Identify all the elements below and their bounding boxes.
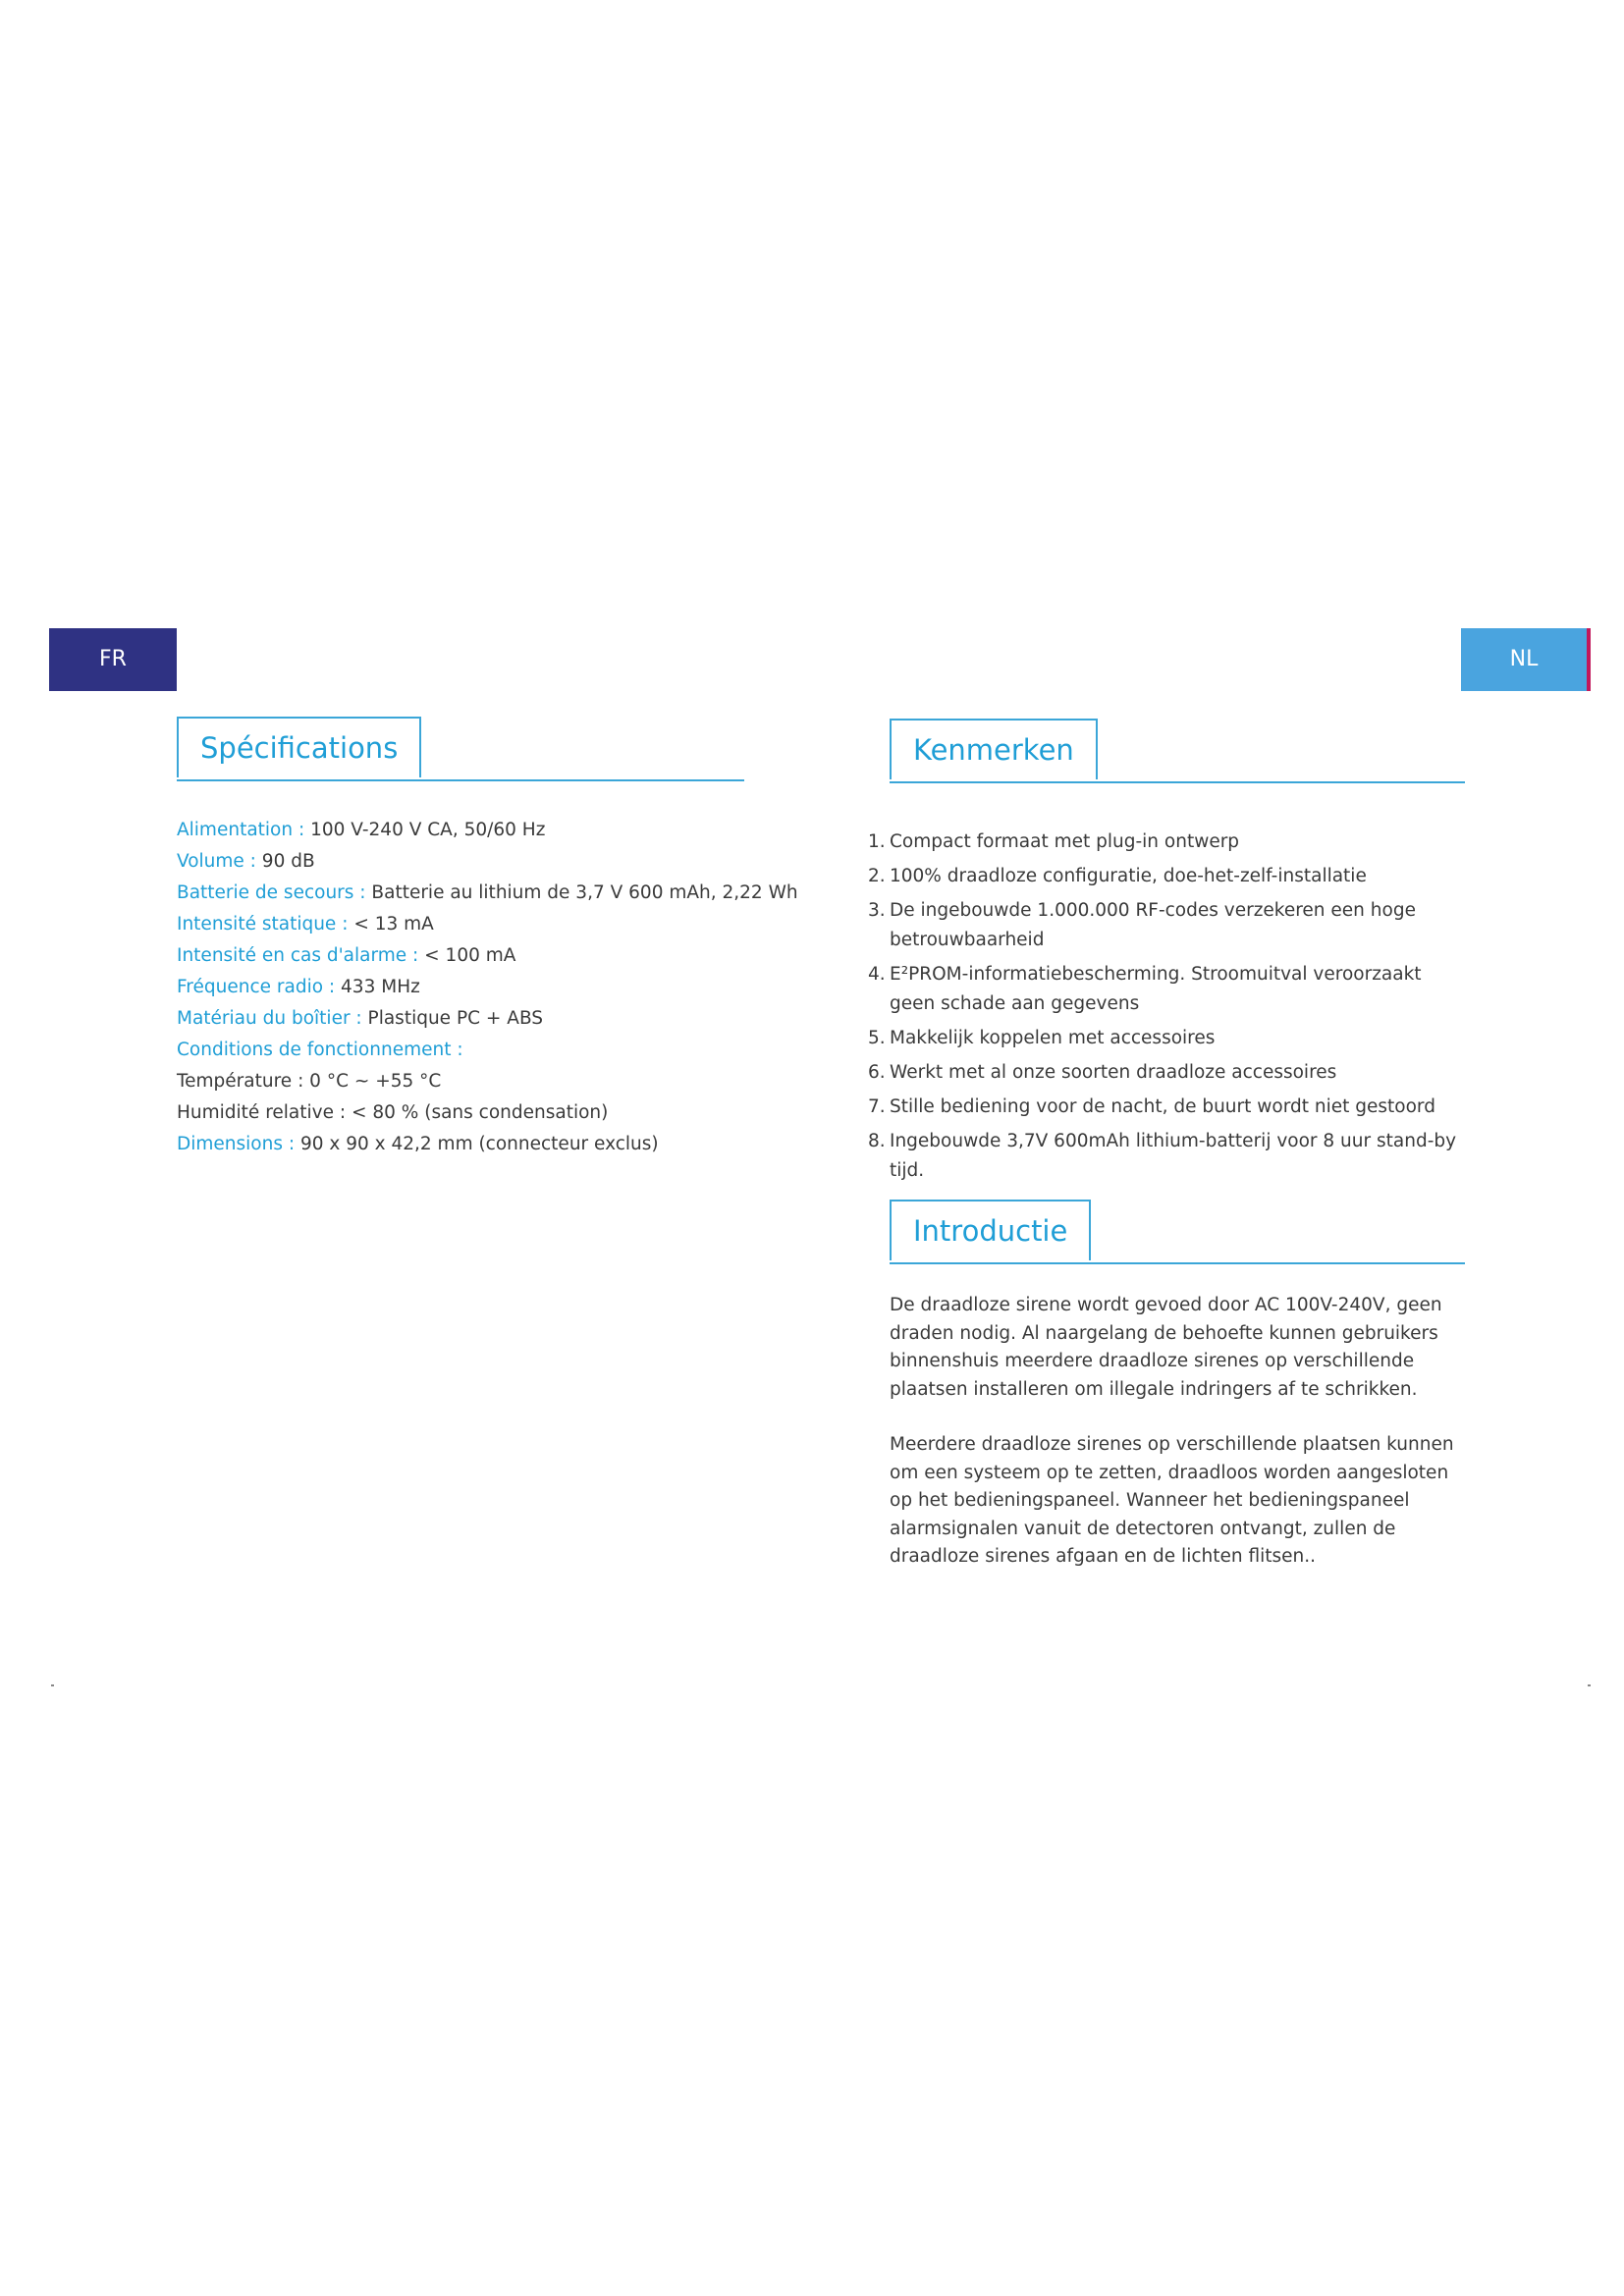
language-tab-fr: FR: [49, 628, 177, 691]
intro-paragraph: Meerdere draadloze sirenes op verschillende plaatsen kunnen om een systeem op te zetten, draadloos worden aangesloten op het bedieningspaneel. Wanneer het bedieningspaneel alarmsignalen vanuit de detectoren ontvangt, zullen de draadloze sirenes afgaan en de lichten flitsen..: [890, 1434, 1454, 1567]
spec-label: Volume :: [177, 851, 256, 872]
spec-value: Humidité relative : < 80 % (sans condensation): [177, 1102, 609, 1123]
feature-item: [868, 1024, 1465, 1053]
spec-value: Batterie au lithium de 3,7 V 600 mAh, 2,22 Wh: [365, 882, 798, 903]
feature-number: 3.: [868, 900, 886, 921]
feature-item: [868, 960, 1465, 1019]
feature-number: 7.: [868, 1096, 886, 1117]
spec-label: Matériau du boîtier :: [177, 1008, 362, 1029]
heading-divider: [890, 1262, 1465, 1264]
spec-label: Batterie de secours :: [177, 882, 366, 903]
spec-label: Alimentation :: [177, 820, 305, 840]
heading-divider: [177, 779, 744, 781]
spec-row: [177, 909, 766, 940]
page-mark-left: [51, 1684, 54, 1686]
spec-row: [177, 1035, 766, 1066]
intro-heading: Introductie: [890, 1200, 1091, 1260]
spec-row: [177, 846, 766, 878]
feature-item: [868, 896, 1465, 955]
feature-item: [868, 828, 1465, 857]
spec-value: Plastique PC + ABS: [361, 1008, 544, 1029]
specifications-list: [177, 815, 798, 1160]
spec-label: Intensité statique :: [177, 914, 349, 934]
spec-label: Intensité en cas d'alarme :: [177, 945, 419, 966]
spec-row: [177, 1129, 766, 1160]
feature-number: 1.: [868, 831, 886, 852]
features-heading-block: [890, 719, 1465, 783]
feature-text: Makkelijk koppelen met accessoires: [890, 1028, 1216, 1048]
feature-item: [868, 862, 1465, 891]
spec-row: [177, 940, 766, 972]
spec-row: [177, 815, 766, 846]
feature-text: De ingebouwde 1.000.000 RF-codes verzekeren een hoge betrouwbaarheid: [890, 900, 1416, 950]
spec-value: < 13 mA: [348, 914, 434, 934]
specifications-heading-block: [177, 717, 744, 781]
spec-row: [177, 1003, 766, 1035]
feature-text: Stille bediening voor de nacht, de buurt wordt niet gestoord: [890, 1096, 1435, 1117]
feature-number: 2.: [868, 866, 886, 886]
specifications-heading: Spécifications: [177, 717, 421, 777]
spec-label: Conditions de fonctionnement :: [177, 1040, 463, 1060]
spec-value: 90 dB: [255, 851, 315, 872]
feature-item: [868, 1127, 1465, 1186]
spec-label: Fréquence radio :: [177, 977, 336, 997]
heading-divider: [890, 781, 1465, 783]
page-mark-right: [1588, 1684, 1591, 1686]
feature-number: 4.: [868, 964, 886, 985]
spec-value: 90 x 90 x 42,2 mm (connecteur exclus): [295, 1134, 659, 1154]
feature-item: [868, 1058, 1465, 1088]
spec-value: Température : 0 °C ~ +55 °C: [177, 1071, 442, 1092]
intro-paragraph: De draadloze sirene wordt gevoed door AC 100V-240V, geen draden nodig. Al naargelang de behoefte kunnen gebruikers binnenshuis meerdere draadloze sirenes op verschillende plaatsen installeren om illegale indringers af te schrikken.: [890, 1295, 1442, 1400]
features-heading: Kenmerken: [890, 719, 1098, 779]
spec-value: < 100 mA: [418, 945, 516, 966]
feature-text: E²PROM-informatiebescherming. Stroomuitval veroorzaakt geen schade aan gegevens: [890, 964, 1422, 1014]
language-tab-nl: NL: [1461, 628, 1591, 691]
feature-text: Werkt met al onze soorten draadloze accessoires: [890, 1062, 1337, 1083]
features-list: [868, 828, 1465, 1191]
intro-heading-block: [890, 1200, 1465, 1264]
spec-label: Dimensions :: [177, 1134, 296, 1154]
spec-row: [177, 972, 766, 1003]
spec-row: [177, 878, 798, 909]
spec-value: 100 V-240 V CA, 50/60 Hz: [304, 820, 546, 840]
feature-text: Compact formaat met plug-in ontwerp: [890, 831, 1240, 852]
spec-row: [177, 1066, 766, 1097]
feature-text: Ingebouwde 3,7V 600mAh lithium-batterij voor 8 uur stand-by tijd.: [890, 1131, 1457, 1181]
feature-number: 8.: [868, 1131, 886, 1151]
spec-row: [177, 1097, 766, 1129]
feature-number: 6.: [868, 1062, 886, 1083]
feature-number: 5.: [868, 1028, 886, 1048]
spec-value: 433 MHz: [335, 977, 420, 997]
feature-item: [868, 1093, 1465, 1122]
intro-text: [890, 1292, 1465, 1599]
feature-text: 100% draadloze configuratie, doe-het-zelf-installatie: [890, 866, 1367, 886]
